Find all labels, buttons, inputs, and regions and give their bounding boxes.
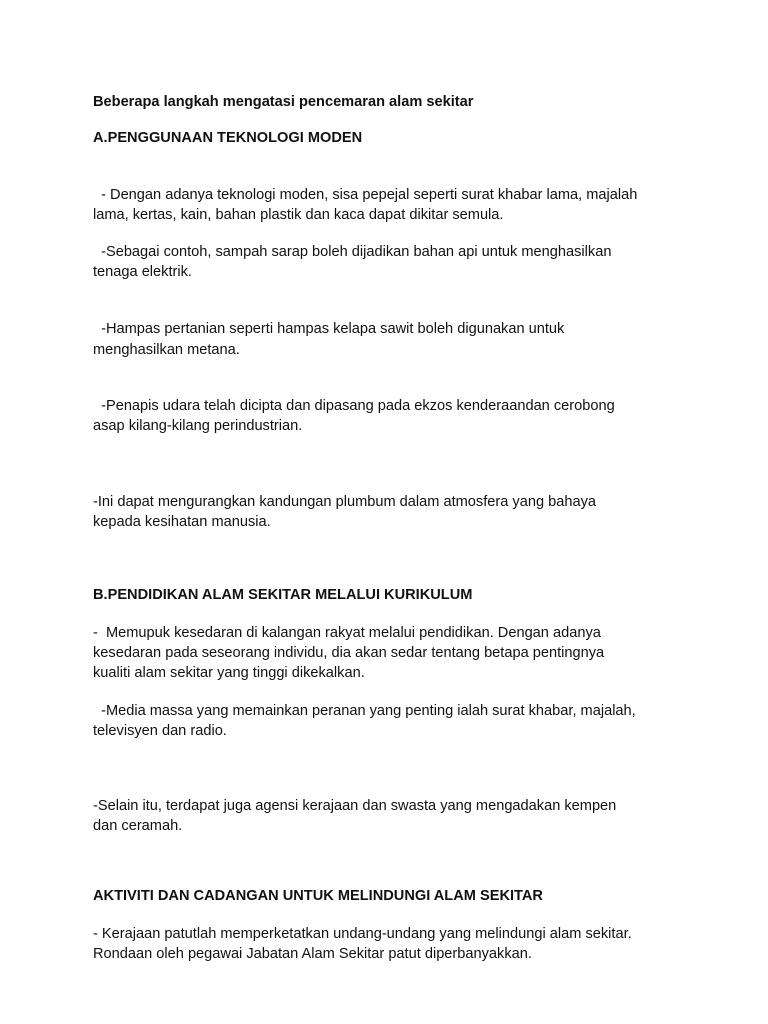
paragraph-line: -Selain itu, terdapat juga agensi kerajaan dan swasta yang mengadakan kempen [93,798,617,814]
paragraph-line: -Penapis udara telah dicipta dan dipasang pada ekzos kenderaandan cerobong [93,398,615,414]
document-title: Beberapa langkah mengatasi pencemaran alam sekitar [93,94,474,110]
paragraph-line: kesedaran pada seseorang individu, dia akan sedar tentang betapa pentingnya [93,645,605,661]
paragraph-line: -Sebagai contoh, sampah sarap boleh dijadikan bahan api untuk menghasilkan [93,244,612,260]
paragraph-line: -Media massa yang memainkan peranan yang penting ialah surat khabar, majalah, [93,703,636,719]
paragraph-line: lama, kertas, kain, bahan plastik dan kaca dapat dikitar semula. [93,207,504,223]
paragraph-line: -Ini dapat mengurangkan kandungan plumbum dalam atmosfera yang bahaya [93,494,596,510]
paragraph-line: menghasilkan metana. [93,342,240,358]
paragraph-line: -Hampas pertanian seperti hampas kelapa sawit boleh digunakan untuk [93,321,565,337]
paragraph-line: - Dengan adanya teknologi moden, sisa pepejal seperti surat khabar lama, majalah [93,187,638,203]
paragraph-line: kepada kesihatan manusia. [93,514,271,530]
section-c-heading: AKTIVITI DAN CADANGAN UNTUK MELINDUNGI ALAM SEKITAR [93,888,543,904]
paragraph-line: Rondaan oleh pegawai Jabatan Alam Sekitar patut diperbanyakkan. [93,946,532,962]
paragraph-line: televisyen dan radio. [93,723,227,739]
paragraph-line: - Memupuk kesedaran di kalangan rakyat melalui pendidikan. Dengan adanya [93,625,601,641]
section-a-heading: A.PENGGUNAAN TEKNOLOGI MODEN [93,130,363,146]
section-b-heading: B.PENDIDIKAN ALAM SEKITAR MELALUI KURIKULUM [93,587,473,603]
paragraph-line: - Kerajaan patutlah memperketatkan undang-undang yang melindungi alam sekitar. [93,926,632,942]
paragraph-line: dan ceramah. [93,818,183,834]
paragraph-line: asap kilang-kilang perindustrian. [93,418,303,434]
paragraph-line: tenaga elektrik. [93,264,192,280]
paragraph-line: kualiti alam sekitar yang tinggi dikekalkan. [93,665,365,681]
